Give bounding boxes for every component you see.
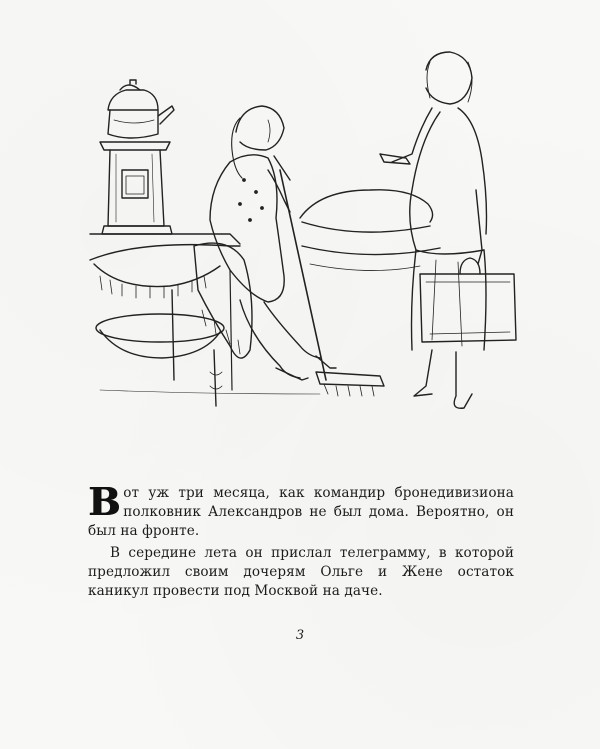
kettle-icon (108, 80, 174, 138)
illustration-icon (80, 50, 520, 430)
story-text (88, 479, 514, 601)
table-icon (90, 234, 240, 390)
drop-cap: В (88, 479, 121, 524)
sofa-icon (300, 190, 440, 271)
paragraph-2: В середине лета он прислал телеграмму, в которой предложил своим дочерям Ольге и Жене остаток каникул провести под Москвой на даче. (88, 545, 514, 599)
paragraph-1 (88, 479, 514, 541)
page-number: 3 (295, 628, 305, 643)
stove-icon (100, 142, 172, 234)
paragraph-1-text: от уж три месяца, как командир бронедивизиона полковник Александров не был дома. Вероятно, он был на фронте. (88, 485, 514, 539)
